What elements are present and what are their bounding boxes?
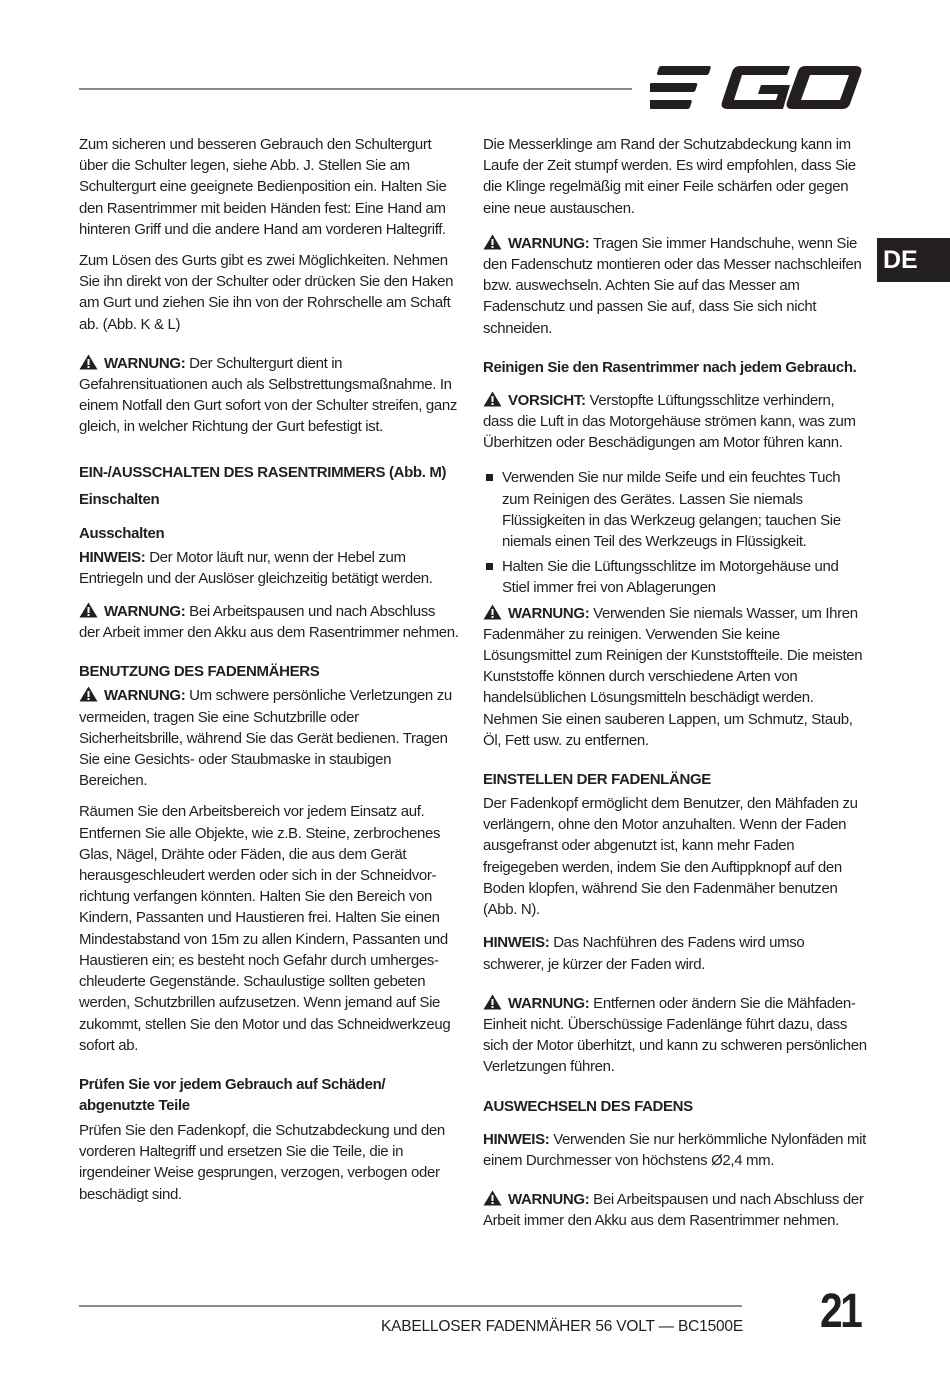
paragraph: Zum Lösen des Gurts gibt es zwei Möglichkeiten. Nehmen Sie ihn direkt von der Schulter oder drücken Sie den Haken am Gurt und ziehen Sie ihn von der Rohrschelle am Schaft ab. (Abb. K & L) (79, 252, 454, 333)
note-block (79, 547, 459, 589)
warning-text: Entfernen oder ändern Sie die Mähfaden-Einheit nicht. Überschüssige Fadenlänge führt dazu, dass sich der Motor überhitzt, und kann zu schweren persönlichen Verletzungen führen. (483, 994, 867, 1076)
caution-text: Verstopfte Lüftungsschlitze verhindern, dass die Luft in das Motorgehäuse strömen kann, was zum Überhitzen oder Beschädigungen am Motor führen kann. (483, 391, 856, 452)
warning-label: WARNUNG: (508, 604, 590, 622)
warning-block (483, 993, 868, 1078)
section-heading: EIN-/AUSSCHALTEN DES RASENTRIMMERS (Abb. M) (79, 463, 447, 481)
warning-label: WARNUNG: (508, 994, 590, 1012)
paragraph: Die Messerklinge am Rand der Schutzabdeckung kann im Laufe der Zeit stumpf werden. Es wird empfohlen, dass Sie die Klinge regelmäßig mit einer Feile schärfen oder gegen eine neue austauschen. (483, 136, 856, 217)
ego-logo (650, 64, 862, 112)
warning-text: Bei Arbeitspausen und nach Abschluss der Arbeit immer den Akku aus dem Rasentrimmer nehmen. (483, 1190, 864, 1230)
language-tab: DE (877, 238, 950, 282)
header-rule (79, 88, 632, 90)
paragraph: Prüfen Sie den Fadenkopf, die Schutzabdeckung und den vorderen Haltegriff und ersetzen Sie die Teile, die in irgendeiner Weise gesprungen, verzogen, verbogen oder beschädigt sind. (79, 1121, 445, 1203)
warning-text: Bei Arbeitspausen und nach Abschluss der Arbeit immer den Akku aus dem Rasentrimmer nehmen. (79, 603, 459, 642)
paragraph: Räumen Sie den Arbeitsbereich vor jedem Einsatz auf. Entfernen Sie alle Objekte, wie z.B. Steine, zerbrochenes Glas, Nägel, Drähte oder Fäden, die aus dem Gerät herausgeschleudert werden oder sich in der Schneidvor-richtung verfangen könnten. Halten Sie den Bereich von Kindern, Passanten und Haustieren frei. Halten Sie einen Mindestabstand von 15m zu allen Kindern, Passanten und Haustieren ein; es besteht noch Gefahr durch umherges-chleuderte Gegenstände. Schaulustige sollten gebeten werden, Schutzbrillen aufzusetzen. Wenn jemand auf Sie zukommt, stellen Sie den Motor und das Schneidwerkzeug sofort ab. (79, 803, 451, 1054)
warning-triangle-icon (483, 604, 502, 620)
warning-block (79, 685, 459, 791)
warning-label: WARNUNG: (508, 1190, 590, 1208)
footer-title: KABELLOSER FADENMÄHER 56 VOLT — BC1500E (380, 1318, 743, 1335)
warning-block (483, 1189, 868, 1231)
section-heading: BENUTZUNG DES FADENMÄHERS (79, 663, 320, 681)
note-text: Der Motor läuft nur, wenn der Hebel zum Entriegeln und der Auslöser gleichzeitig betätigt werden. (79, 548, 433, 587)
subheading: Einschalten (79, 490, 160, 508)
section-heading: AUSWECHSELN DES FADENS (483, 1097, 693, 1115)
note-text: Verwenden Sie nur herkömmliche Nylonfäden mit einem Durchmesser von höchstens Ø2,4 mm. (483, 1130, 866, 1169)
subheading: Prüfen Sie vor jedem Gebrauch auf Schäden/ abgenutzte Teile (79, 1075, 386, 1114)
warning-triangle-icon (483, 1190, 502, 1206)
subheading: Reinigen Sie den Rasentrimmer nach jedem Gebrauch. (483, 358, 857, 376)
warning-triangle-icon (483, 234, 502, 250)
warning-block (79, 353, 459, 438)
bullet-icon (486, 563, 493, 570)
bullet-list (483, 467, 868, 598)
warning-block (483, 603, 868, 751)
list-item-text: Verwenden Sie nur milde Seife und ein feuchtes Tuch zum Reinigen des Gerätes. Lassen Sie niemals Flüssigkeiten in das Werkzeug gelangen; tauchen Sie niemals einen Teil des Werkzeugs in Flüssigkeit. (502, 469, 841, 551)
warning-text: Um schwere persönliche Verletzungen zu vermeiden, tragen Sie eine Schutzbrille oder Sicherheitsbrille, während Sie das Gerät bedienen. Tragen Sie eine Gesichts- oder Staubmaske in staubigen Bereichen. (79, 687, 452, 790)
section-heading: EINSTELLEN DER FADENLÄNGE (483, 771, 711, 789)
left-column (79, 134, 459, 1215)
note-label: HINWEIS: (483, 934, 550, 952)
list-item (483, 467, 868, 552)
paragraph: Zum sicheren und besseren Gebrauch den Schultergurt über die Schulter legen, siehe Abb. J. Stellen Sie am Schultergurt eine geeignete Bedienposition ein. Halten Sie den Rasentrimmer mit beiden Händen fest: Eine Hand am hinteren Griff und die andere Hand am vorderen Haltegriff. (79, 136, 447, 238)
warning-block (79, 601, 459, 643)
warning-label: WARNUNG: (104, 687, 186, 705)
note-block (483, 932, 868, 974)
warning-block (483, 233, 868, 339)
warning-label: WARNUNG: (104, 354, 186, 372)
warning-triangle-icon (79, 686, 98, 702)
bullet-icon (486, 474, 493, 481)
warning-triangle-icon (79, 602, 98, 618)
list-item (483, 556, 868, 598)
note-block (483, 1129, 868, 1171)
paragraph: Der Fadenkopf ermöglicht dem Benutzer, den Mähfaden zu verlängern, ohne den Motor anzuhalten. Wenn der Faden ausgefranst oder abgenutzt ist, kann mehr Faden freigegeben werden, indem Sie den Auftippknopf auf den Boden klopfen, während Sie den Fadenmäher benutzen (Abb. N). (483, 795, 858, 919)
caution-label: VORSICHT: (508, 391, 586, 409)
caution-triangle-icon (483, 391, 502, 407)
page-number: 21 (820, 1285, 861, 1338)
warning-label: WARNUNG: (104, 603, 186, 621)
list-item-text: Halten Sie die Lüftungsschlitze im Motorgehäuse und Stiel immer frei von Ablagerungen (502, 558, 839, 597)
warning-text: Verwenden Sie niemals Wasser, um Ihren Fadenmäher zu reinigen. Verwenden Sie keine Lösungsmittel zum Reinigen der Kunststoffteile. Die meisten Kunststoffe können durch verschiedene Arten von handelsüblichen Lösungsmitteln beschädigt werden. Nehmen Sie einen sauberen Lappen, um Schmutz, Staub, Öl, Fett usw. zu entfernen. (483, 604, 863, 749)
warning-label: WARNUNG: (508, 234, 590, 252)
warning-triangle-icon (79, 354, 98, 370)
caution-block (483, 390, 868, 454)
warning-triangle-icon (483, 994, 502, 1010)
right-column (483, 134, 868, 1241)
footer-rule (79, 1305, 742, 1307)
note-label: HINWEIS: (483, 1130, 550, 1148)
note-text: Das Nachführen des Fadens wird umso schwerer, je kürzer der Faden wird. (483, 934, 805, 973)
warning-text: Der Schultergurt dient in Gefahrensituationen auch als Selbstrettungsmaßnahme. In einem Notfall den Gurt sofort von der Schulter streifen, ganz gleich, in welcher Richtung der Gurt befestigt ist. (79, 354, 458, 436)
note-label: HINWEIS: (79, 548, 146, 566)
warning-text: Tragen Sie immer Handschuhe, wenn Sie den Fadenschutz montieren oder das Messer nachschleifen bzw. auswechseln. Achten Sie auf das Messer am Fadenschutz und passen Sie auf, dass Sie sich nicht schneiden. (483, 234, 862, 337)
subheading: Ausschalten (79, 524, 165, 542)
